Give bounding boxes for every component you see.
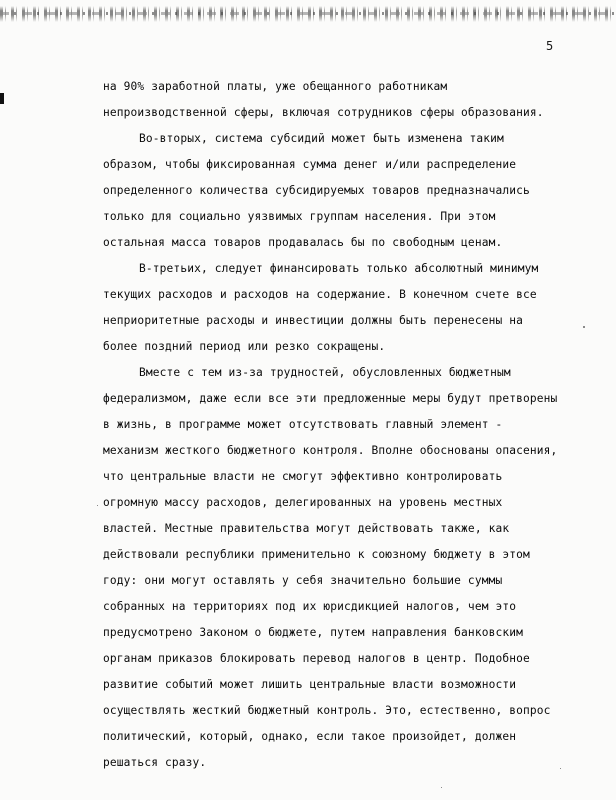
speck xyxy=(560,768,561,769)
text-line: образом, чтобы фиксированная сумма денег и/или распределение xyxy=(103,158,517,171)
text-line: властей. Местные правительства могут действовать также, как xyxy=(103,522,510,535)
text-line: огромную массу расходов, делегированных на уровень местных xyxy=(103,496,503,509)
text-line: действовали республики применительно к союзному бюджету в этом xyxy=(103,548,530,561)
text-line: что центральные власти не смогут эффективно контролировать xyxy=(103,470,503,483)
text-line: непроизводственной сферы, включая сотрудников сферы образования. xyxy=(103,106,544,119)
text-line: остальная масса товаров продавалась бы по свободным ценам. xyxy=(103,236,503,249)
text-line: осуществлять жесткий бюджетный контроль. Это, естественно, вопрос xyxy=(103,704,551,717)
text-line: органам приказов блокировать перевод налогов в центр. Подобное xyxy=(103,652,530,665)
text-line: более поздний период или резко сокращены. xyxy=(103,340,386,353)
text-line: федерализмом, даже если все эти предложенные меры будут претворены xyxy=(103,392,558,405)
text-line: политический, который, однако, если такое произойдет, должен xyxy=(103,730,517,743)
text-line: на 90% заработной платы, уже обещанного работникам xyxy=(103,80,448,93)
text-line: текущих расходов и расходов на содержание. В конечном счете все xyxy=(103,288,537,301)
text-line: собранных на территориях под их юрисдикцией налогов, чем это xyxy=(103,600,517,613)
text-line: году: они могут оставлять у себя значительно большие суммы xyxy=(103,574,503,587)
text-line: В-третьих, следует финансировать только абсолютный минимум xyxy=(139,262,539,275)
page-number: 5 xyxy=(546,39,554,53)
text-line: развитие событий может лишить центральные власти возможности xyxy=(103,678,517,691)
text-line: предусмотрено Законом о бюджете, путем направления банковским xyxy=(103,626,524,639)
text-line: решаться сразу. xyxy=(103,756,207,769)
speck xyxy=(583,326,585,328)
speck xyxy=(441,787,442,788)
speck xyxy=(97,505,98,506)
text-line: только для социально уязвимых группам населения. При этом xyxy=(103,210,496,223)
text-line: в жизнь, в программе может отсутствовать главный элемент - xyxy=(103,418,503,431)
text-line: Во-вторых, система субсидий может быть изменена таким xyxy=(139,132,504,145)
text-line: определенного количества субсидируемых товаров предназначались xyxy=(103,184,530,197)
text-line: Вместе с тем из-за трудностей, обусловленных бюджетным xyxy=(139,366,511,379)
text-line: неприоритетные расходы и инвестиции должны быть перенесены на xyxy=(103,314,524,327)
text-line: механизм жесткого бюджетного контроля. Вполне обоснованы опасения, xyxy=(103,444,558,457)
